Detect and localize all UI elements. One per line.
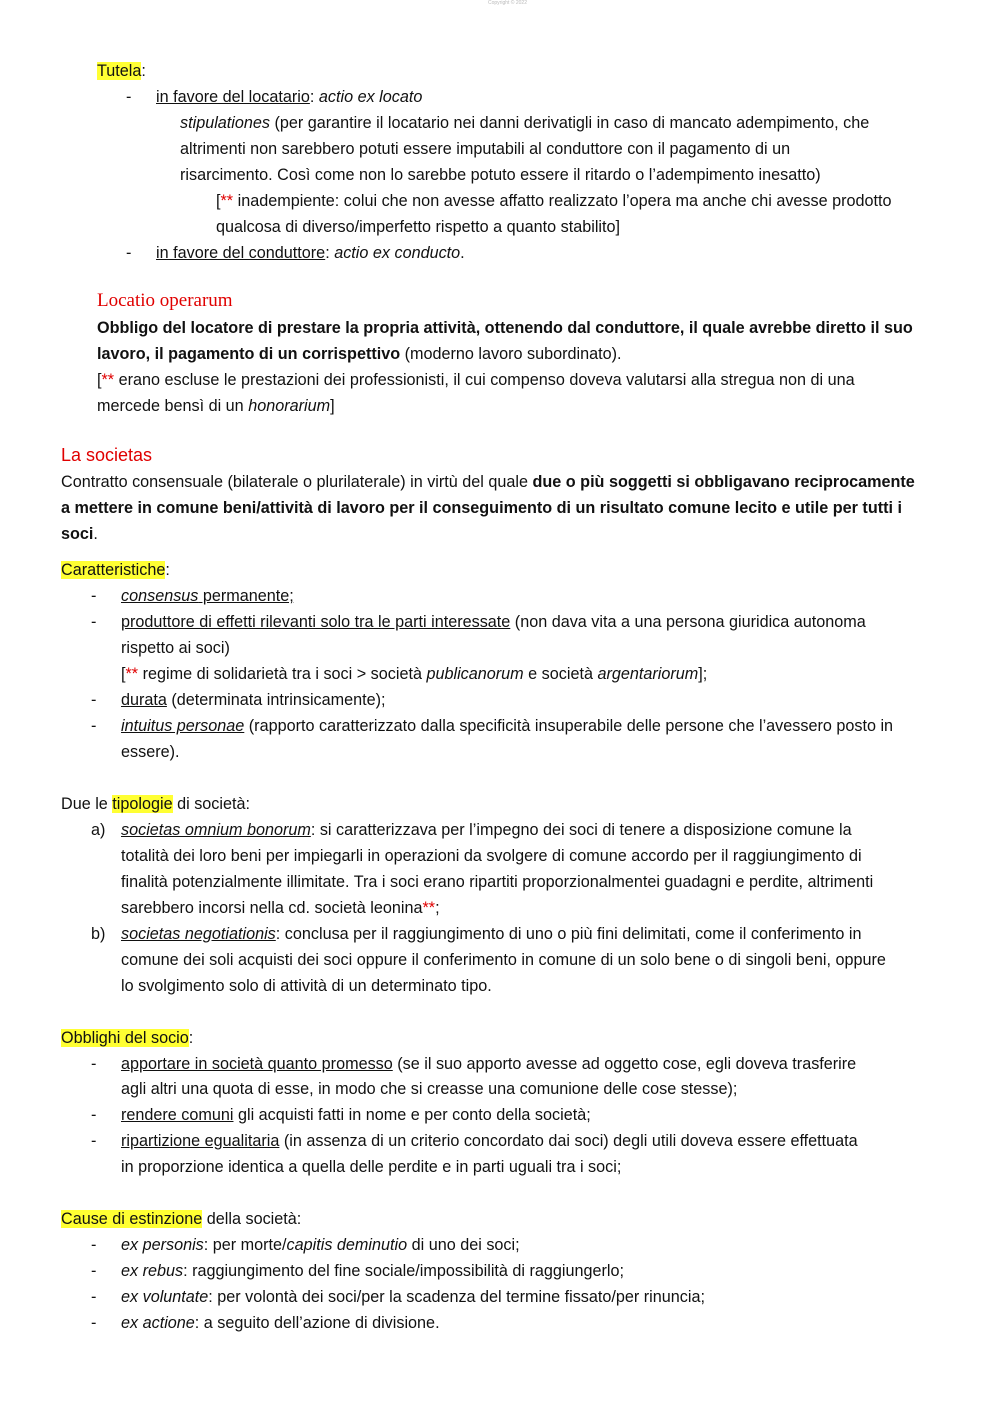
obblighi-heading: Obblighi del socio: [61,1029,194,1047]
tutela-line-2: stipulationes (per garantire il locatario nei danni derivatigli in caso di mancato adempimento, che [180,114,870,132]
bullet-dash: - [91,1055,97,1073]
tipologie-a-line-1: societas omnium bonorum: si caratterizzava per l’impegno dei soci di tenere a disposizione comune la [121,821,852,839]
caratteristiche-item-4-line-2: essere). [121,743,180,761]
caratteristiche-item-3: durata (determinata intrinsicamente); [121,691,386,709]
societas-line-3: soci. [61,525,98,543]
obblighi-item-3: ripartizione egualitaria (in assenza di un criterio concordato dai soci) degli utili doveva essere effettuata [121,1132,858,1150]
obblighi-item-1: apportare in società quanto promesso (se il suo apporto avesse ad oggetto cose, egli doveva trasferire [121,1055,857,1073]
bullet-dash: - [91,1106,97,1124]
locatio-line-2: lavoro, il pagamento di un corrispettivo (moderno lavoro subordinato). [97,345,622,363]
caratteristiche-item-2: produttore di effetti rilevanti solo tra le parti interessate (non dava vita a una persona giuridica autonoma [121,613,866,631]
obblighi-item-3-line-2: in proporzione identica a quella delle perdite e in parti uguali tra i soci; [121,1158,622,1176]
cause-item-3: ex voluntate: per volontà dei soci/per la scadenza del termine fissato/per rinuncia; [121,1288,705,1306]
tipologie-a-line-4: sarebbero incorsi nella cd. società leonina**; [121,899,440,917]
caratteristiche-heading: Caratteristiche: [61,561,170,579]
caratteristiche-item-4: intuitus personae (rapporto caratterizzato dalla specificità insuperabile delle persone che l’avessero posto in [121,717,894,735]
bullet-dash: - [126,88,132,106]
locatio-title: Locatio operarum [97,290,233,311]
bullet-dash: - [126,244,132,262]
caratteristiche-item-2-line-2: rispetto ai soci) [121,639,230,657]
locatio-line-4: mercede bensì di un honorarium] [97,397,335,415]
list-marker-a: a) [91,821,106,839]
tutela-line-6: qualcosa di diverso/imperfetto rispetto a quanto stabilito] [216,218,621,236]
cause-heading: Cause di estinzione della società: [61,1210,302,1228]
obblighi-item-1-line-2: agli altri una quota di esse, in modo che si creasse una comunione delle cose stesse); [121,1080,738,1098]
societas-line-1: Contratto consensuale (bilaterale o plurilaterale) in virtù del quale due o più soggetti si obbligavano reciprocamente [61,473,915,491]
list-marker-b: b) [91,925,106,943]
cause-item-1: ex personis: per morte/capitis deminutio di uno dei soci; [121,1236,520,1254]
bullet-dash: - [91,691,97,709]
tipologie-intro: Due le tipologie di società: [61,795,250,813]
tutela-heading: Tutela: [97,62,146,80]
tipologie-b-line-2: comune dei soli acquisti dei soci oppure il conferimento in comune di un solo bene o di singoli beni, oppure [121,951,886,969]
tutela-line-1: in favore del locatario: actio ex locato [156,88,423,106]
bullet-dash: - [91,587,97,605]
obblighi-item-2: rendere comuni gli acquisti fatti in nome e per conto della società; [121,1106,591,1124]
tutela-line-4: risarcimento. Così come non lo sarebbe potuto essere il ritardo o l’adempimento inesatto) [180,166,821,184]
bullet-dash: - [91,1314,97,1332]
cause-item-4: ex actione: a seguito dell’azione di divisione. [121,1314,440,1332]
tutela-line-3: altrimenti non sarebbero potuti essere imputabili al conduttore con il pagamento di un [180,140,791,158]
bullet-dash: - [91,1132,97,1150]
bullet-dash: - [91,717,97,735]
tipologie-b-line-3: lo svolgimento solo di attività di un determinato tipo. [121,977,492,995]
bullet-dash: - [91,1236,97,1254]
societas-line-2: a mettere in comune beni/attività di lavoro per il conseguimento di un risultato comune lecito e utile per tutti i [61,499,902,517]
cause-item-2: ex rebus: raggiungimento del fine sociale/impossibilità di raggiungerlo; [121,1262,625,1280]
locatio-line-1: Obbligo del locatore di prestare la propria attività, ottenendo dal conduttore, il quale avrebbe diretto il suo [97,319,913,337]
tutela-line-7: in favore del conduttore: actio ex conducto. [156,244,465,262]
tutela-line-5: [** inadempiente: colui che non avesse affatto realizzato l’opera ma anche chi avesse prodotto [216,192,892,210]
bullet-dash: - [91,1262,97,1280]
tipologie-b-line-1: societas negotiationis: conclusa per il raggiungimento di uno o più fini delimitati, come il conferimento in [121,925,862,943]
bullet-dash: - [91,613,97,631]
tipologie-a-line-2: totalità dei loro beni per impiegarli in operazioni da svolgere di comune accordo per il raggiungimento di [121,847,862,865]
caratteristiche-item-1: consensus permanente; [121,587,294,605]
top-mark: Copyright © 2022 [488,0,527,6]
societas-title: La societas [61,445,153,465]
bullet-dash: - [91,1288,97,1306]
tipologie-a-line-3: finalità potenzialmente illimitate. Tra i soci erano ripartiti proporzionalmentei guadagni e perdite, altrimenti [121,873,874,891]
caratteristiche-item-2-line-3: [** regime di solidarietà tra i soci > società publicanorum e società argentariorum]; [121,665,708,683]
locatio-line-3: [** erano escluse le prestazioni dei professionisti, il cui compenso doveva valutarsi alla stregua non di una [97,371,855,389]
